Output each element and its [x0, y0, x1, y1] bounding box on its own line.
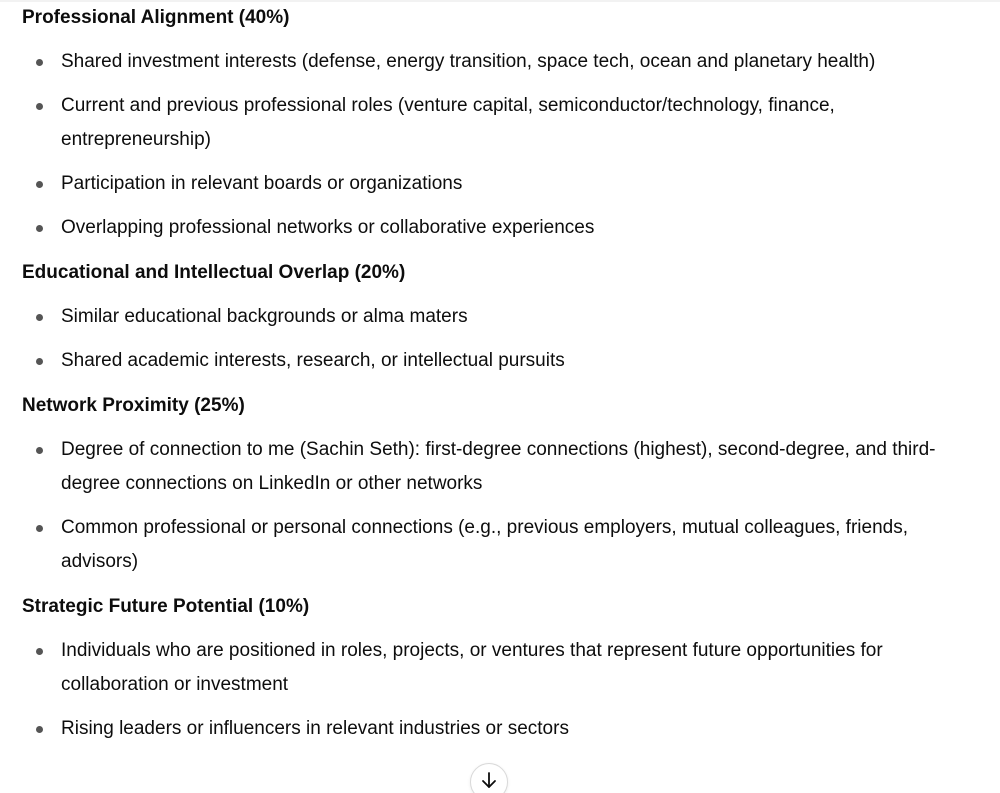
message-content — [22, 0, 972, 756]
bullet-list — [22, 634, 972, 746]
list-item-text: Current and previous professional roles (venture capital, semiconductor/technology, finance, entrepreneurship) — [61, 95, 835, 150]
section-heading: Educational and Intellectual Overlap (20%) — [22, 262, 406, 283]
list-item-text: Shared investment interests (defense, energy transition, space tech, ocean and planetary health) — [61, 51, 876, 72]
list-item — [22, 167, 972, 201]
section-educational-overlap — [22, 255, 972, 378]
list-item-text: Participation in relevant boards or organizations — [61, 173, 463, 194]
list-item — [22, 45, 972, 79]
list-item — [22, 433, 972, 501]
list-item-text: Overlapping professional networks or collaborative experiences — [61, 217, 595, 238]
bullet-dot — [36, 358, 43, 365]
list-item-text: Similar educational backgrounds or alma maters — [61, 306, 468, 327]
bullet-list — [22, 300, 972, 378]
bullet-dot — [36, 648, 43, 655]
bullet-list — [22, 45, 972, 245]
section-network-proximity — [22, 388, 972, 579]
bullet-list — [22, 433, 972, 579]
list-item-text: Degree of connection to me (Sachin Seth): first-degree connections (highest), second-degree, and third-degree connections on LinkedIn or other networks — [61, 439, 936, 494]
section-strategic-future-potential — [22, 589, 972, 746]
list-item-text: Common professional or personal connections (e.g., previous employers, mutual colleagues, friends, advisors) — [61, 517, 908, 572]
scroll-to-bottom-button[interactable] — [470, 763, 508, 793]
arrow-down-icon — [481, 772, 497, 790]
bullet-dot — [36, 447, 43, 454]
list-item — [22, 344, 972, 378]
list-item — [22, 89, 972, 157]
bullet-dot — [36, 225, 43, 232]
list-item — [22, 211, 972, 245]
list-item-text: Shared academic interests, research, or intellectual pursuits — [61, 350, 565, 371]
bullet-dot — [36, 726, 43, 733]
section-professional-alignment — [22, 0, 972, 245]
list-item — [22, 712, 972, 746]
bullet-dot — [36, 181, 43, 188]
list-item-text: Rising leaders or influencers in relevant industries or sectors — [61, 718, 569, 739]
list-item — [22, 300, 972, 334]
list-item-text: Individuals who are positioned in roles, projects, or ventures that represent future opportunities for collaboration or investment — [61, 640, 883, 695]
list-item — [22, 511, 972, 579]
list-item — [22, 634, 972, 702]
bullet-dot — [36, 314, 43, 321]
section-heading: Strategic Future Potential (10%) — [22, 596, 310, 617]
bullet-dot — [36, 103, 43, 110]
bullet-dot — [36, 525, 43, 532]
bullet-dot — [36, 59, 43, 66]
section-heading: Professional Alignment (40%) — [22, 7, 290, 28]
section-heading: Network Proximity (25%) — [22, 395, 245, 416]
